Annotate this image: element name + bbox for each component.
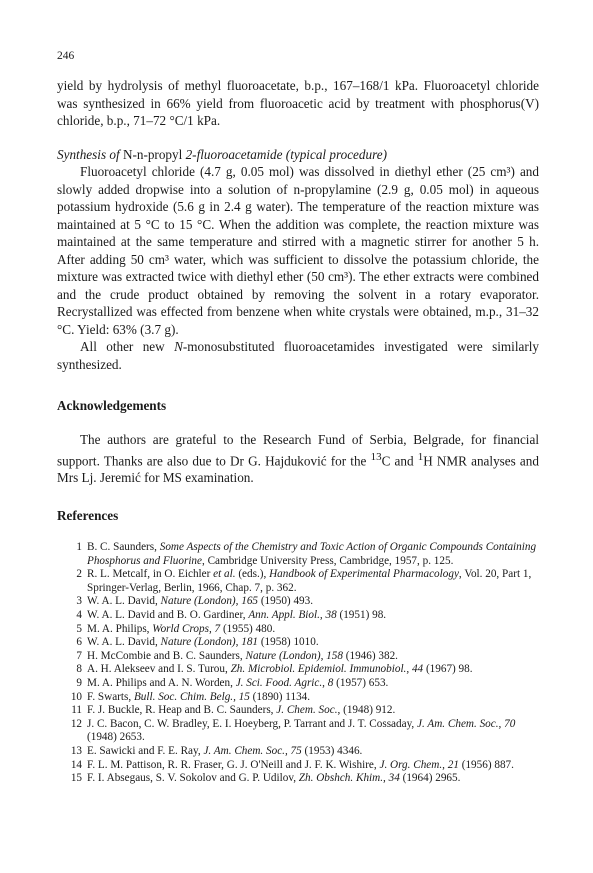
- reference-authors: W. A. L. David and B. O. Gardiner,: [87, 608, 249, 621]
- reference-details: (1890) 1134.: [249, 690, 311, 703]
- reference-number: 8: [76, 663, 82, 676]
- reference-number: 9: [76, 676, 82, 689]
- reference-text: [87, 595, 539, 609]
- reference-text: [87, 663, 539, 677]
- reference-number: 1: [76, 541, 82, 553]
- reference-title: Nature (London), 165: [160, 595, 259, 608]
- reference-title: Zh. Microbiol. Epidemiol. Immunobiol., 44: [230, 663, 424, 676]
- ack-text-a: The authors are grateful to the Research Fund of Serbia, Belgrade, for financial support. Thanks are also due to Dr G. Hajduković for the: [57, 432, 539, 468]
- reference-text: [87, 650, 539, 664]
- reference-authors: F. L. M. Pattison, R. R. Fraser, G. J. O'Neill and J. F. K. Wishire,: [87, 758, 380, 771]
- synthesis-p2-prefix: All other new: [80, 339, 175, 354]
- reference-number: 11: [71, 704, 82, 717]
- reference-details: (1950) 493.: [258, 595, 314, 608]
- reference-details: (1958) 1010.: [258, 636, 319, 649]
- reference-authors: B. C. Saunders,: [87, 541, 160, 553]
- acknowledgements-paragraph: [57, 431, 539, 487]
- synthesis-heading-compound: N-n-propyl: [122, 147, 183, 162]
- reference-title: Some Aspects of the Chemistry and Toxic Action of Organic Compounds Containing Phosphorus and Fluorine: [87, 541, 537, 567]
- reference-text: [87, 636, 539, 650]
- synthesis-p2-rest: -monosubstituted fluoroacetamides investigated were similarly synthesized.: [57, 339, 539, 372]
- reference-text: [87, 677, 539, 691]
- reference-item: [57, 636, 539, 650]
- reference-number: 13: [70, 744, 82, 757]
- reference-details: (1967) 98.: [423, 663, 473, 676]
- reference-authors: R. L. Metcalf, in O. Eichler: [87, 568, 214, 581]
- reference-item: [57, 568, 539, 595]
- reference-title: J. Org. Chem., 21: [379, 758, 459, 771]
- reference-authors: H. McCombie and B. C. Saunders,: [87, 649, 246, 662]
- references-heading: References: [57, 508, 119, 523]
- reference-authors: E. Sawicki and F. E. Ray,: [87, 744, 204, 757]
- reference-details: (1964) 2965.: [399, 772, 461, 785]
- ack-sup-13: 13: [370, 450, 382, 463]
- ack-text-b: C and: [381, 452, 418, 468]
- reference-details: (1948) 2653.: [87, 731, 145, 744]
- reference-text: [87, 541, 539, 568]
- reference-title: Ann. Appl. Biol., 38: [248, 608, 337, 621]
- ack-text-c: H NMR analyses and Mrs Lj. Jeremić for MS examination.: [57, 452, 539, 486]
- reference-item: [57, 595, 539, 609]
- reference-authors: W. A. L. David,: [87, 595, 161, 608]
- reference-item: [57, 677, 539, 691]
- reference-details: , Vol. 20, Part 1, Springer-Verlag, Berlin, 1966, Chap. 7, p. 362.: [87, 568, 532, 594]
- reference-details: (1957) 653.: [333, 676, 389, 689]
- reference-title: World Crops, 7: [152, 622, 221, 635]
- synthesis-p2-italic: N: [174, 339, 183, 354]
- reference-authors: M. A. Philips,: [87, 622, 153, 635]
- reference-number: 3: [76, 595, 82, 608]
- reference-number: 12: [70, 717, 82, 730]
- intro-paragraph: yield by hydrolysis of methyl fluoroacetate, b.p., 167–168/1 kPa. Fluoroacetyl chloride was synthesized in 66% yield from fluoroacetic acid by treatment with phosphorus(V) chloride, b.p., 71–72 °C/1 kPa.: [57, 78, 539, 128]
- reference-title: J. Sci. Food. Agric., 8: [235, 676, 334, 689]
- synthesis-paragraph-1: Fluoroacetyl chloride (4.7 g, 0.05 mol) was dissolved in diethyl ether (25 cm³) and slowly added dropwise into a solution of n-propylamine (2.9 g, 0.05 mol) in aqueous potassium hydroxide (5.6 g in 2.4 g water). The temperature of the reaction mixture was maintained at 5 °C to 15 °C. When the addition was complete, the reaction mixture was maintained at the same temperature and stirred with a magnetic stirrer for another 5 h. After adding 50 cm³ water, which was sufficient to dissolve the potassium chloride, the mixture was extracted twice with diethyl ether (50 cm³). The ether extracts were combined and the crude product obtained by removing the solvent in a rotary evaporator. Recrystallized was effected from benzene when white crystals were obtained, m.p., 31–32 °C. Yield: 63% (3.7 g).: [57, 164, 539, 337]
- reference-item: [57, 759, 539, 773]
- reference-item: [57, 541, 539, 568]
- reference-title: Nature (London), 181: [160, 636, 259, 649]
- reference-number: 14: [70, 758, 82, 771]
- reference-text: [87, 772, 539, 786]
- reference-item: [57, 718, 539, 745]
- reference-number: 2: [76, 568, 82, 581]
- reference-text: [87, 609, 539, 623]
- reference-item: [57, 663, 539, 677]
- reference-title: J. Chem. Soc.: [276, 704, 338, 717]
- reference-details: (1946) 382.: [342, 649, 398, 662]
- reference-details: , Cambridge University Press, Cambridge, 1957, p. 125.: [201, 554, 454, 567]
- reference-title: Nature (London), 158: [245, 649, 343, 662]
- acknowledgements-heading: Acknowledgements: [57, 398, 167, 413]
- reference-details: , (1948) 912.: [337, 704, 396, 717]
- reference-title: J. Am. Chem. Soc., 70: [417, 717, 516, 730]
- synthesis-heading-rest: 2-fluoroacetamide (typical procedure): [182, 147, 387, 162]
- reference-number: 15: [70, 772, 82, 785]
- reference-item: [57, 704, 539, 718]
- ack-sup-1: 1: [417, 450, 424, 463]
- reference-italic: et al.: [213, 568, 236, 581]
- reference-item: [57, 691, 539, 705]
- reference-text: [87, 623, 539, 637]
- reference-text: [87, 704, 539, 718]
- reference-item: [57, 623, 539, 637]
- reference-details: (1951) 98.: [336, 608, 387, 621]
- reference-number: 6: [76, 636, 82, 649]
- reference-title: Bull. Soc. Chim. Belg., 15: [133, 690, 250, 703]
- reference-details: (1953) 4346.: [301, 744, 363, 757]
- reference-authors: F. J. Buckle, R. Heap and B. C. Saunders,: [87, 704, 277, 717]
- synthesis-heading-prefix: Synthesis of: [57, 147, 123, 162]
- reference-number: 7: [76, 649, 82, 662]
- reference-text: [87, 568, 539, 595]
- reference-title: Zh. Obshch. Khim., 34: [298, 772, 400, 785]
- reference-number: 10: [70, 690, 82, 703]
- synthesis-paragraph-2: [57, 338, 539, 373]
- reference-title: Handbook of Experimental Pharmacology: [269, 568, 459, 581]
- reference-authors: F. I. Absegaus, S. V. Sokolov and G. P. Udilov,: [87, 772, 299, 785]
- reference-details: (1956) 887.: [458, 758, 514, 771]
- reference-authors: W. A. L. David,: [87, 636, 161, 649]
- reference-item: [57, 772, 539, 786]
- reference-authors: F. Swarts,: [87, 690, 134, 703]
- synthesis-heading: [57, 146, 539, 164]
- reference-details: (1955) 480.: [220, 622, 276, 635]
- reference-text: [87, 691, 539, 705]
- reference-authors: A. H. Alekseev and I. S. Turou,: [87, 663, 231, 676]
- reference-title: J. Am. Chem. Soc., 75: [203, 744, 302, 757]
- reference-details: (eds.),: [235, 568, 270, 581]
- reference-item: [57, 745, 539, 759]
- reference-text: [87, 759, 539, 773]
- reference-number: 5: [76, 622, 82, 635]
- reference-authors: J. C. Bacon, C. W. Bradley, E. I. Hoeyberg, P. Tarrant and J. T. Cossaday,: [87, 717, 418, 730]
- references-list: [57, 541, 539, 786]
- page-number: 246: [57, 50, 75, 62]
- reference-text: [87, 718, 539, 745]
- reference-item: [57, 650, 539, 664]
- reference-authors: M. A. Philips and A. N. Worden,: [87, 676, 236, 689]
- reference-text: [87, 745, 539, 759]
- reference-number: 4: [76, 608, 82, 621]
- reference-item: [57, 609, 539, 623]
